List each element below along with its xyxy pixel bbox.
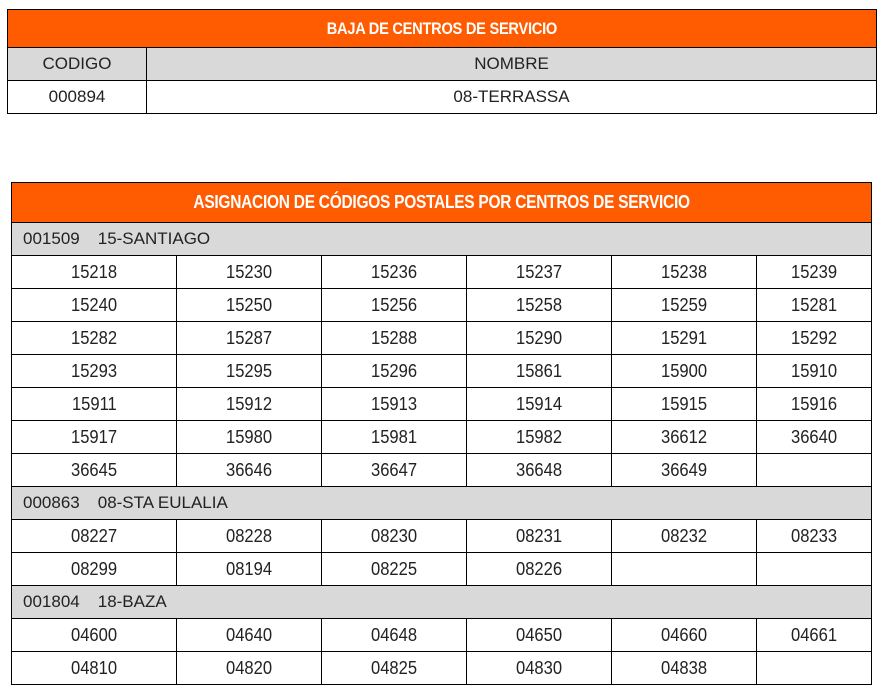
postal-code-value: 15900 bbox=[660, 360, 708, 381]
postal-code-cell bbox=[177, 553, 322, 586]
postal-code-cell bbox=[322, 619, 467, 652]
postal-code-value: 15256 bbox=[370, 294, 418, 315]
postal-code-value: 36649 bbox=[660, 459, 708, 480]
postal-code-cell bbox=[322, 256, 467, 289]
group-code: 001804 bbox=[23, 592, 80, 611]
group-header-row bbox=[12, 487, 872, 520]
postal-code-cell bbox=[467, 388, 612, 421]
postal-code-value: 15913 bbox=[370, 393, 418, 414]
postal-code-cell bbox=[322, 322, 467, 355]
postal-code-value: 15982 bbox=[515, 426, 563, 447]
postal-code-value: 15915 bbox=[660, 393, 708, 414]
postal-code-cell bbox=[12, 421, 177, 454]
baja-name-cell: 08-TERRASSA bbox=[147, 81, 877, 114]
postal-code-row bbox=[12, 355, 872, 388]
postal-code-value: 04648 bbox=[370, 624, 418, 645]
group-name: 08-STA EULALIA bbox=[97, 493, 228, 512]
postal-code-cell bbox=[757, 520, 872, 553]
postal-code-cell bbox=[612, 289, 757, 322]
postal-code-value: 15281 bbox=[791, 294, 838, 315]
postal-code-cell bbox=[757, 388, 872, 421]
postal-code-value: 15237 bbox=[515, 261, 563, 282]
group-header-row bbox=[12, 223, 872, 256]
postal-code-cell bbox=[322, 388, 467, 421]
postal-code-value: 04640 bbox=[225, 624, 273, 645]
baja-code-cell: 000894 bbox=[8, 81, 147, 114]
group-header bbox=[12, 586, 872, 619]
postal-code-cell bbox=[612, 256, 757, 289]
column-header-nombre: NOMBRE bbox=[147, 48, 877, 81]
postal-code-value: 04600 bbox=[70, 624, 118, 645]
postal-code-value: 08232 bbox=[660, 525, 708, 546]
group-name: 18-BAZA bbox=[97, 592, 167, 611]
baja-centros-table bbox=[7, 9, 877, 114]
postal-code-cell bbox=[12, 520, 177, 553]
postal-code-value: 36647 bbox=[370, 459, 418, 480]
postal-code-value: 15293 bbox=[70, 360, 118, 381]
postal-code-cell bbox=[12, 454, 177, 487]
postal-code-value: 15910 bbox=[791, 360, 838, 381]
postal-code-cell bbox=[757, 256, 872, 289]
postal-code-value: 04650 bbox=[515, 624, 563, 645]
postal-code-cell bbox=[322, 421, 467, 454]
postal-code-value: 04810 bbox=[70, 657, 118, 678]
postal-code-value: 15218 bbox=[70, 261, 118, 282]
baja-title: BAJA DE CENTROS DE SERVICIO bbox=[8, 10, 877, 48]
postal-code-row bbox=[12, 652, 872, 685]
postal-code-row bbox=[12, 553, 872, 586]
postal-code-value: 15236 bbox=[370, 261, 418, 282]
postal-code-value: 15258 bbox=[515, 294, 563, 315]
postal-code-row bbox=[12, 256, 872, 289]
postal-code-row bbox=[12, 388, 872, 421]
postal-code-value: 15239 bbox=[791, 261, 838, 282]
postal-code-value: 04838 bbox=[660, 657, 708, 678]
postal-code-cell bbox=[12, 619, 177, 652]
postal-code-cell bbox=[322, 553, 467, 586]
postal-code-cell bbox=[322, 289, 467, 322]
postal-code-cell bbox=[467, 322, 612, 355]
postal-code-cell bbox=[467, 652, 612, 685]
postal-code-cell bbox=[467, 454, 612, 487]
postal-code-cell bbox=[612, 355, 757, 388]
postal-code-cell bbox=[612, 553, 757, 586]
group-header-row bbox=[12, 586, 872, 619]
postal-code-value: 15916 bbox=[791, 393, 838, 414]
postal-code-cell bbox=[612, 652, 757, 685]
postal-code-value: 08299 bbox=[70, 558, 118, 579]
postal-code-cell bbox=[467, 289, 612, 322]
postal-code-value: 08231 bbox=[515, 525, 563, 546]
postal-code-value: 04830 bbox=[515, 657, 563, 678]
postal-code-value: 15282 bbox=[70, 327, 118, 348]
postal-code-value: 08225 bbox=[370, 558, 418, 579]
postal-code-value: 08230 bbox=[370, 525, 418, 546]
postal-code-cell bbox=[177, 256, 322, 289]
postal-code-cell bbox=[177, 355, 322, 388]
postal-code-cell bbox=[757, 322, 872, 355]
postal-code-cell bbox=[757, 619, 872, 652]
postal-code-cell bbox=[177, 520, 322, 553]
postal-code-cell bbox=[467, 619, 612, 652]
postal-code-value: 15911 bbox=[71, 393, 117, 414]
postal-code-cell bbox=[177, 652, 322, 685]
postal-code-value: 36646 bbox=[225, 459, 273, 480]
postal-code-row bbox=[12, 289, 872, 322]
postal-code-cell bbox=[12, 652, 177, 685]
postal-code-cell bbox=[177, 289, 322, 322]
postal-code-value: 15980 bbox=[225, 426, 273, 447]
postal-code-value: 08194 bbox=[225, 558, 273, 579]
postal-code-value: 15250 bbox=[225, 294, 273, 315]
postal-code-value: 15914 bbox=[515, 393, 563, 414]
postal-code-cell bbox=[757, 289, 872, 322]
postal-code-value: 36640 bbox=[791, 426, 838, 447]
postal-code-value: 15861 bbox=[515, 360, 563, 381]
postal-code-value: 15230 bbox=[225, 261, 273, 282]
postal-code-cell bbox=[12, 289, 177, 322]
postal-code-cell bbox=[467, 355, 612, 388]
postal-code-value: 15292 bbox=[791, 327, 838, 348]
postal-code-cell bbox=[612, 520, 757, 553]
postal-code-cell bbox=[177, 454, 322, 487]
asignacion-codigos-table bbox=[11, 182, 872, 685]
postal-code-value: 15238 bbox=[660, 261, 708, 282]
postal-code-cell bbox=[177, 421, 322, 454]
postal-code-row bbox=[12, 619, 872, 652]
postal-code-cell bbox=[322, 454, 467, 487]
postal-code-value: 15917 bbox=[70, 426, 118, 447]
postal-code-cell bbox=[12, 388, 177, 421]
postal-code-cell bbox=[322, 652, 467, 685]
postal-code-cell bbox=[467, 421, 612, 454]
postal-code-row bbox=[12, 322, 872, 355]
postal-code-cell bbox=[467, 520, 612, 553]
postal-code-cell bbox=[612, 322, 757, 355]
postal-code-value: 36648 bbox=[515, 459, 563, 480]
postal-code-value: 15259 bbox=[660, 294, 708, 315]
postal-code-cell bbox=[12, 553, 177, 586]
group-code: 001509 bbox=[23, 229, 80, 248]
postal-code-value: 08233 bbox=[791, 525, 838, 546]
postal-code-value: 08228 bbox=[225, 525, 273, 546]
postal-code-value: 04660 bbox=[660, 624, 708, 645]
postal-code-cell bbox=[757, 421, 872, 454]
group-header bbox=[12, 487, 872, 520]
group-code: 000863 bbox=[23, 493, 80, 512]
group-name: 15-SANTIAGO bbox=[97, 229, 211, 248]
postal-code-value: 15240 bbox=[70, 294, 118, 315]
postal-code-value: 04820 bbox=[225, 657, 273, 678]
postal-code-row bbox=[12, 520, 872, 553]
postal-code-value: 15287 bbox=[225, 327, 273, 348]
postal-code-value: 15288 bbox=[370, 327, 418, 348]
postal-code-cell bbox=[322, 355, 467, 388]
postal-code-row bbox=[12, 421, 872, 454]
postal-code-cell bbox=[177, 388, 322, 421]
postal-code-cell bbox=[757, 454, 872, 487]
postal-code-value: 08227 bbox=[70, 525, 118, 546]
column-header-codigo: CODIGO bbox=[8, 48, 147, 81]
postal-code-cell bbox=[757, 553, 872, 586]
postal-code-cell bbox=[177, 322, 322, 355]
postal-code-cell bbox=[12, 322, 177, 355]
postal-code-cell bbox=[467, 256, 612, 289]
postal-code-value: 15296 bbox=[370, 360, 418, 381]
asignacion-title: ASIGNACION DE CÓDIGOS POSTALES POR CENTROS DE SERVICIO bbox=[12, 183, 872, 223]
postal-code-cell bbox=[177, 619, 322, 652]
postal-code-cell bbox=[12, 355, 177, 388]
postal-code-value: 15290 bbox=[515, 327, 563, 348]
postal-code-value: 15295 bbox=[225, 360, 273, 381]
postal-code-value: 15291 bbox=[660, 327, 708, 348]
postal-code-value: 08226 bbox=[515, 558, 563, 579]
postal-code-cell bbox=[612, 388, 757, 421]
postal-code-value: 36645 bbox=[70, 459, 118, 480]
postal-code-cell bbox=[467, 553, 612, 586]
postal-code-value: 15981 bbox=[370, 426, 418, 447]
postal-code-cell bbox=[757, 652, 872, 685]
postal-code-value: 04825 bbox=[370, 657, 418, 678]
postal-code-value: 15912 bbox=[225, 393, 273, 414]
group-header bbox=[12, 223, 872, 256]
postal-code-value: 04661 bbox=[791, 624, 838, 645]
postal-code-cell bbox=[322, 520, 467, 553]
postal-code-cell bbox=[612, 454, 757, 487]
postal-code-value: 36612 bbox=[660, 426, 708, 447]
postal-code-row bbox=[12, 454, 872, 487]
postal-code-cell bbox=[612, 421, 757, 454]
postal-code-cell bbox=[12, 256, 177, 289]
postal-code-cell bbox=[757, 355, 872, 388]
postal-code-cell bbox=[612, 619, 757, 652]
